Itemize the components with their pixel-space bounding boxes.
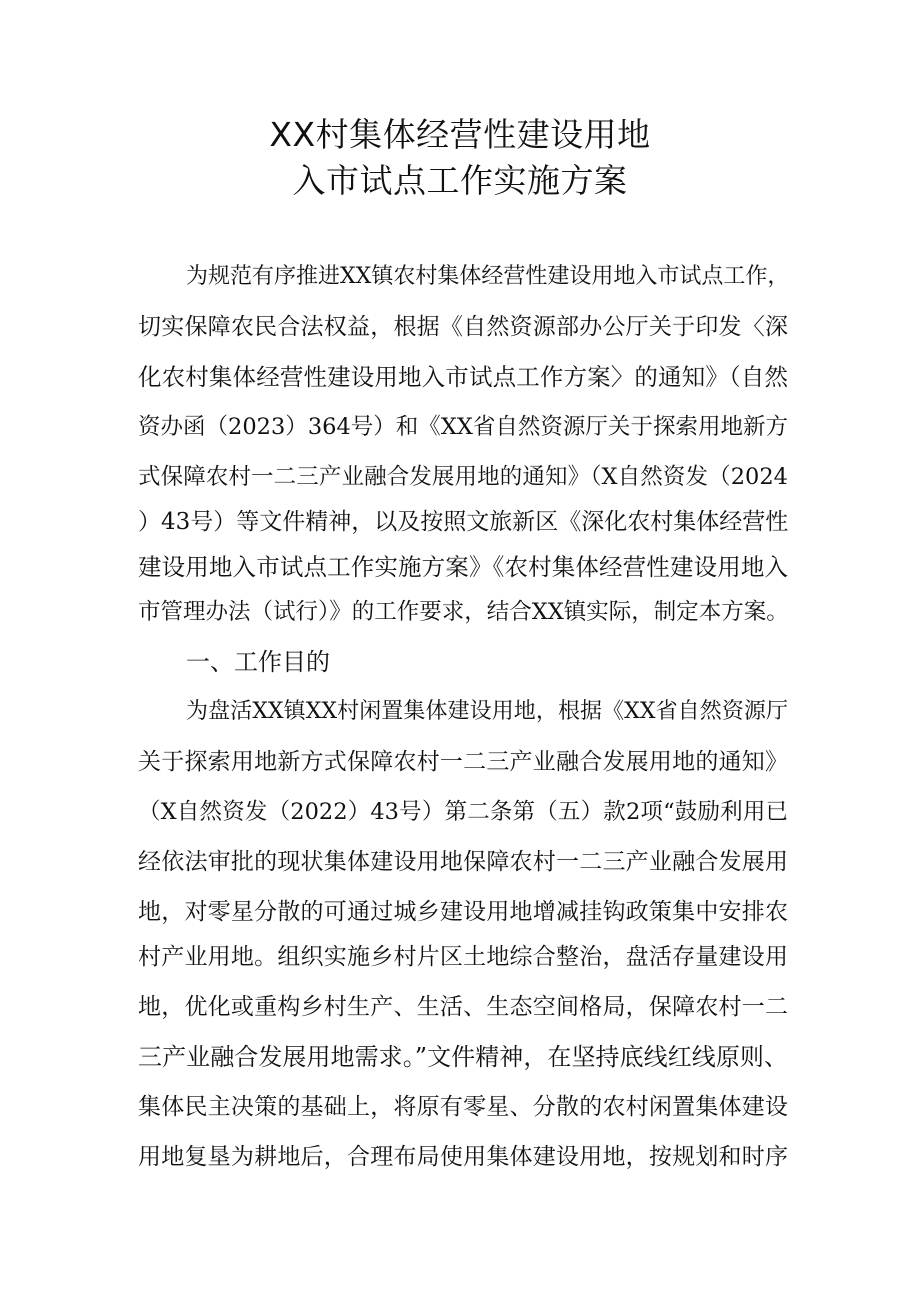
paragraph-2-line-9: 集体民主决策的基础上，将原有零星、分散的农村闲置集体建设 — [138, 1094, 788, 1120]
paragraph-1-line-5: 式保障农村一二三产业融合发展用地的通知》（X自然资发（2024 — [138, 464, 788, 490]
paragraph-2-line-3: （X自然资发（2022）43号）第二条第（五）款2项“鼓励利用已 — [138, 799, 788, 825]
section-heading: 一、工作目的 — [186, 648, 330, 676]
paragraph-2-line-5: 地，对零星分散的可通过城乡建设用地增减挂钩政策集中安排农 — [138, 899, 788, 925]
document-title-line-2: 入市试点工作实施方案 — [292, 161, 628, 200]
paragraph-1-line-6: ）43号）等文件精神，以及按照文旅新区《深化农村集体经营性 — [138, 509, 789, 535]
paragraph-2-line-6: 村产业用地。组织实施乡村片区土地综合整治，盘活存量建设用 — [138, 944, 788, 970]
paragraph-1-line-4: 资办函（2023）364号）和《XX省自然资源厅关于探索用地新方 — [138, 414, 788, 440]
paragraph-1-line-2: 切实保障农民合法权益，根据《自然资源部办公厅关于印发〈深 — [138, 314, 788, 340]
paragraph-2-line-8: 三产业融合发展用地需求。”文件精神，在坚持底线红线原则、 — [138, 1043, 788, 1071]
paragraph-2-line-2: 关于探索用地新方式保障农村一二三产业融合发展用地的通知》 — [138, 749, 788, 775]
paragraph-2-line-1: 为盘活XX镇XX村闲置集体建设用地，根据《XX省自然资源厅 — [186, 699, 788, 724]
paragraph-2-line-4: 经依法审批的现状集体建设用地保障农村一二三产业融合发展用 — [138, 849, 788, 875]
document-title-line-1: XX村集体经营性建设用地 — [269, 115, 651, 154]
paragraph-2-line-7: 地，优化或重构乡村生产、生活、生态空间格局，保障农村一二 — [138, 994, 788, 1020]
paragraph-1-line-3: 化农村集体经营性建设用地入市试点工作方案〉的通知》（自然 — [138, 363, 788, 391]
paragraph-2-line-10: 用地复垦为耕地后，合理布局使用集体建设用地，按规划和时序 — [138, 1144, 788, 1170]
paragraph-1-line-7: 建设用地入市试点工作实施方案》《农村集体经营性建设用地入 — [138, 553, 788, 581]
paragraph-1-line-8: 市管理办法（试行）》的工作要求，结合XX镇实际，制定本方案。 — [138, 599, 789, 625]
paragraph-1-line-1: 为规范有序推进XX镇农村集体经营性建设用地入市试点工作， — [186, 264, 790, 289]
